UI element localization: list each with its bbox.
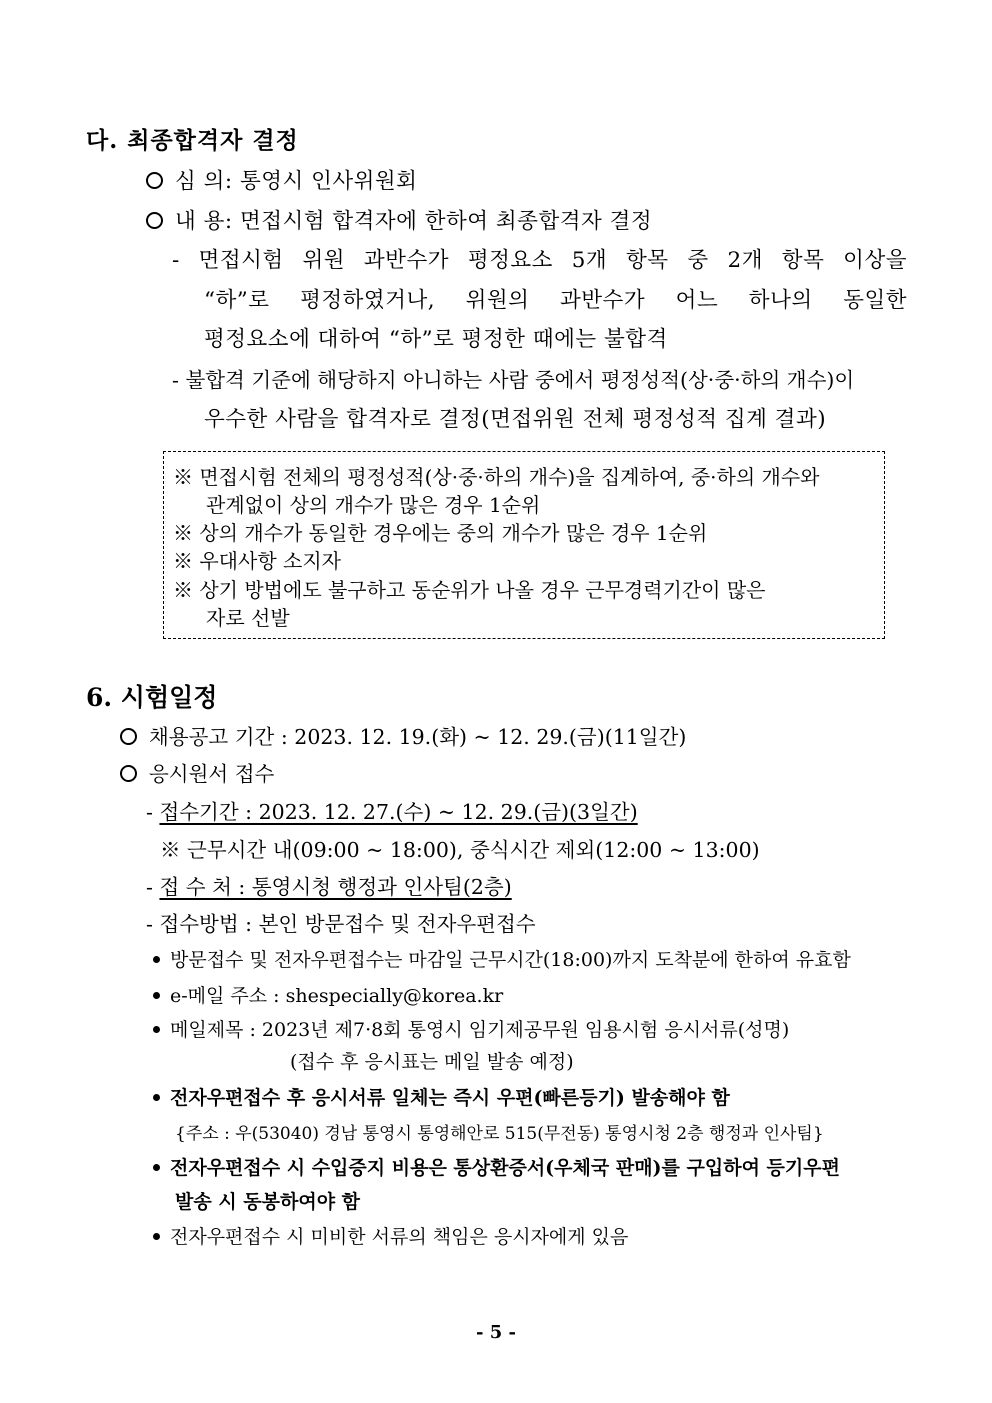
work-hours-note: ※ 근무시간 내(09:00 ~ 18:00), 중식시간 제외(12:00 ~ 13:00) — [160, 838, 760, 862]
bullet-item-2 — [153, 981, 503, 1008]
bullet-4-text: 전자우편접수 후 응시서류 일체는 즉시 우편(빠른등기) 발송해야 함 — [170, 1087, 730, 1109]
bullet-icon — [153, 992, 160, 999]
bullet-icon — [153, 956, 160, 963]
bullet-icon — [153, 1094, 160, 1101]
note-3: ※ 우대사항 소지자 — [173, 549, 341, 573]
bullet-5-text: 전자우편접수 시 수입증지 비용은 통상환증서(우체국 판매)를 구입하여 등기우편 — [170, 1157, 840, 1179]
note-1-line2: 관계없이 상의 개수가 많은 경우 1순위 — [206, 493, 541, 517]
circle-bullet-icon — [146, 212, 163, 229]
deliberation-text: 심 의: 통영시 인사위원회 — [175, 169, 418, 194]
fail-rule-line1: - 면접시험 위원 과반수가 평정요소 5개 항목 중 2개 항목 이상을 — [172, 248, 907, 273]
announcement-text: 채용공고 기간 : 2023. 12. 19.(화) ~ 12. 29.(금)(11일간) — [149, 725, 687, 749]
place-item — [146, 870, 512, 900]
page-number: - 5 - — [476, 1322, 516, 1343]
place-text: 접 수 처 : 통영시청 행정과 인사팀(2층) — [159, 875, 512, 899]
circle-bullet-icon — [120, 728, 137, 745]
bullet-icon — [153, 1233, 160, 1240]
bullet-item-6 — [153, 1222, 628, 1249]
announcement-item — [120, 720, 686, 750]
bullet-item-1 — [153, 945, 851, 972]
note-2: ※ 상의 개수가 동일한 경우에는 중의 개수가 많은 경우 1순위 — [173, 521, 708, 545]
section-title-final-pass: 다. 최종합격자 결정 — [86, 127, 299, 154]
bullet-6-text: 전자우편접수 시 미비한 서류의 책임은 응시자에게 있음 — [170, 1226, 629, 1248]
content-item — [146, 204, 652, 235]
note-1-line1: ※ 면접시험 전체의 평정성적(상·중·하의 개수)을 집계하여, 중·하의 개수와 — [173, 465, 820, 489]
fail-rule-line2: “하”로 평정하였거나, 위원의 과반수가 어느 하나의 동일한 — [204, 288, 907, 313]
application-text: 응시원서 접수 — [149, 762, 275, 786]
pass-rule-line2: 우수한 사람을 합격자로 결정(면접위원 전체 평정성적 집계 결과) — [204, 407, 827, 432]
application-item — [120, 757, 274, 787]
bullet-3-line2: (접수 후 응시표는 메일 발송 예정) — [290, 1051, 574, 1073]
circle-bullet-icon — [120, 765, 137, 782]
note-4-line2: 자로 선발 — [206, 606, 290, 630]
bullet-2-text: e-메일 주소 : shespecially@korea.kr — [170, 985, 504, 1007]
pass-rule-line1: - 불합격 기준에 해당하지 아니하는 사람 중에서 평정성적(상·중·하의 개수)이 — [172, 368, 855, 392]
period-text: 접수기간 : 2023. 12. 27.(수) ~ 12. 29.(금)(3일간) — [159, 800, 638, 824]
note-4-line1: ※ 상기 방법에도 불구하고 동순위가 나올 경우 근무경력기간이 많은 — [173, 578, 766, 602]
content-text: 내 용: 면접시험 합격자에 한하여 최종합격자 결정 — [175, 209, 653, 234]
deliberation-item — [146, 164, 417, 195]
circle-bullet-icon — [146, 172, 163, 189]
bullet-icon — [153, 1026, 160, 1033]
bullet-icon — [153, 1164, 160, 1171]
bullet-item-4 — [153, 1083, 730, 1110]
section-title-schedule: 6. 시험일정 — [86, 683, 218, 712]
period-dash: - — [146, 800, 160, 824]
period-item — [146, 795, 638, 825]
bullet-item-5 — [153, 1153, 840, 1180]
bullet-item-3 — [153, 1015, 789, 1042]
bullet-3-text: 메일제목 : 2023년 제7·8회 통영시 임기제공무원 임용시험 응시서류(성명) — [170, 1019, 790, 1041]
bullet-1-text: 방문접수 및 전자우편접수는 마감일 근무시간(18:00)까지 도착분에 한하여 유효함 — [170, 949, 851, 971]
fail-rule-line3: 평정요소에 대하여 “하”로 평정한 때에는 불합격 — [204, 327, 668, 352]
address-line: {주소 : 우(53040) 경남 통영시 통영해안로 515(무전동) 통영시청 2층 행정과 인사팀} — [175, 1124, 824, 1144]
bullet-5-line2: 발송 시 동봉하여야 함 — [175, 1191, 361, 1213]
place-dash: - — [146, 875, 160, 899]
method-item: - 접수방법 : 본인 방문접수 및 전자우편접수 — [146, 912, 536, 936]
